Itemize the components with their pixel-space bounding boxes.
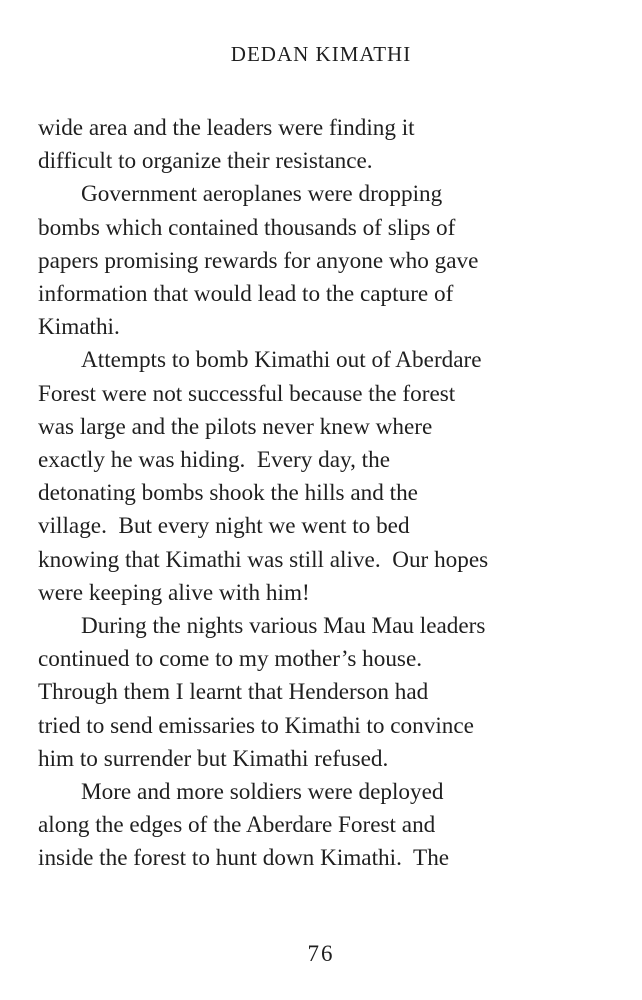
- text-line: were keeping alive with him!: [38, 579, 310, 606]
- body-text: [38, 112, 618, 876]
- running-head-title: DEDAN KIMATHI: [230, 42, 412, 66]
- text-line: difficult to organize their resistance.: [38, 148, 373, 175]
- text-line: bombs which contained thousands of slips of: [38, 214, 456, 241]
- text-line: him to surrender but Kimathi refused.: [38, 745, 389, 772]
- text-line: papers promising rewards for anyone who gave: [38, 247, 479, 274]
- page-number: 76: [307, 941, 335, 966]
- text-line: village. But every night we went to bed: [38, 513, 410, 540]
- text-line: tried to send emissaries to Kimathi to convince: [38, 712, 474, 739]
- text-line: Forest were not successful because the forest: [38, 380, 456, 407]
- text-line: Kimathi.: [38, 314, 120, 341]
- text-line: was large and the pilots never knew where: [38, 413, 433, 440]
- text-line: along the edges of the Aberdare Forest and: [38, 812, 436, 839]
- paragraph-start-line: During the nights various Mau Mau leaders: [81, 613, 486, 640]
- text-line: inside the forest to hunt down Kimathi. The: [38, 845, 450, 872]
- text-line: Through them I learnt that Henderson had: [38, 679, 429, 706]
- paragraph-start-line: More and more soldiers were deployed: [81, 779, 444, 806]
- text-line: information that would lead to the capture of: [38, 281, 454, 308]
- text-line: detonating bombs shook the hills and the: [38, 480, 418, 507]
- text-line: knowing that Kimathi was still alive. Our hopes: [38, 546, 489, 573]
- text-line: wide area and the leaders were finding it: [38, 115, 415, 141]
- paragraph-start-line: Government aeroplanes were dropping: [81, 181, 443, 208]
- paragraph-start-line: Attempts to bomb Kimathi out of Aberdare: [81, 347, 482, 374]
- text-line: continued to come to my mother’s house.: [38, 646, 423, 673]
- text-line: exactly he was hiding. Every day, the: [38, 447, 390, 474]
